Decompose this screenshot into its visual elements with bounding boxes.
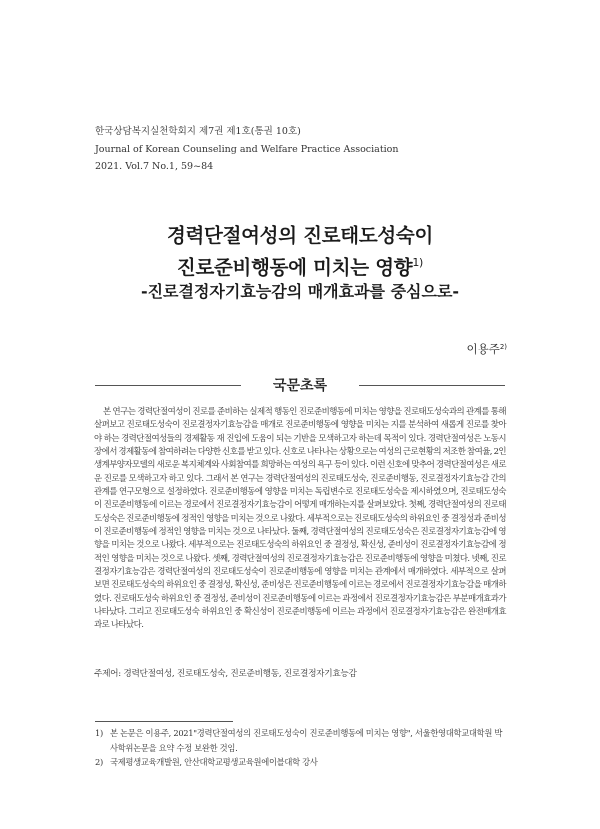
journal-title-korean: 한국상담복지실천학회지 제7권 제1호(통권 10호)	[95, 126, 301, 137]
title-line-1: 경력단절여성의 진로태도성숙이	[166, 224, 433, 247]
abstract-heading-label: 국문초록	[272, 378, 328, 394]
footnote-1-number: 1)	[95, 728, 103, 738]
title-footnote-marker: 1)	[412, 256, 424, 269]
footnotes	[95, 726, 505, 770]
author-name: 이용주	[466, 342, 500, 356]
keywords: 주제어: 경력단절여성, 진로태도성숙, 진로준비행동, 진로결정자기효능감	[94, 669, 357, 679]
title-line-2-text: 진로준비행동에 미치는 영향	[176, 256, 413, 279]
abstract-heading-rule-right	[359, 385, 505, 386]
footnote-2	[95, 755, 505, 770]
author-footnote-marker: 2)	[499, 343, 507, 351]
footnote-2-number: 2)	[95, 757, 103, 767]
journal-header	[95, 123, 399, 176]
footnote-divider	[95, 721, 233, 722]
journal-citation: 2021. Vol.7 No.1, 59~84	[95, 161, 214, 172]
abstract-body: 본 연구는 경력단절여성이 진로를 준비하는 실제적 행동인 진로준비행동에 미치는 영향을 진로태도성숙과의 관계를 통해 살펴보고 진로태도성숙이 진로결정자기효능감을 매개로 진로준비행동에 영향을 미치는 지를 분석하여 새롭게 진로를 찾아야 하는 경력단절여성들의 경제활동 재 진입에 도움이 되는 기반을 모색하고자 하는데 목적이 있다. 경력단절여성은 노동시장에서 경제활동에 참여하려는 다양한 신호를 받고 있다. 신호로 나타나는 상황으로는 여성의 근로현황의 저조한 참여율, 2인생계부양자모델의 새로운 복지체계와 사회참여를 희망하는 여성의 욕구 등이 있다. 이런 신호에 맞추어 경력단절여성은 새로운 진로를 모색하고자 하고 있다. 그래서 본 연구는 경력단절여성의 진로태도성숙, 진로준비행동, 진로결정자기효능감 간의 관계를 연구모형으로 설정하였다. 진로준비행동에 영향을 미치는 독립변수로 진로태도성숙을 제시하였으며, 진로태도성숙이 진로준비행동에 이르는 경로에서 진로결정자기효능감이 어떻게 매개하는지를 살펴보았다. 첫째, 경력단절여성의 진로태도성숙은 진로준비행동에 정적인 영향을 미치는 것으로 나왔다. 세부적으로는 진로태도성숙의 하위요인 중 결정성과 준비성이 진로준비행동에 정적인 영향을 미치는 것으로 나타났다. 둘째, 경력단절여성의 진로태도성숙은 진로결정자기효능감에 영향을 미치는 것으로 나왔다. 세부적으로는 진로태도성숙의 하위요인 중 결정성, 확신성, 준비성이 진로결정자기효능감에 정적인 영향을 미치는 것으로 나왔다. 셋째, 경력단절여성의 진로결정자기효능감은 진로준비행동에 영향을 미쳤다. 넷째, 진로결정자기효능감은 경력단절여성의 진로태도성숙이 진로준비행동에 영향을 미치는 관계에서 매개하였다. 세부적으로 살펴보면 진로태도성숙의 하위요인 중 결정성, 확신성, 준비성은 진로준비행동에 이르는 경로에서 진로결정자기효능감을 매개하였다. 진로태도성숙 하위요인 중 결정성, 준비성이 진로준비행동에 이르는 과정에서 진로결정자기효능감은 부분매개효과가 나타났다. 그리고 진로태도성숙 하위요인 중 확신성이 진로준비행동에 이르는 과정에서 진로결정자기효능감은 완전매개효과로 나타났다.	[94, 406, 506, 630]
abstract-heading	[95, 375, 505, 395]
footnote-1-text: 본 논문은 이용주, 2021"경력단절여성의 진로태도성숙이 진로준비행동에 미치는 영향", 서울한영대학교대학원 박사학위논문을 요약 수정 보완한 것임.	[110, 728, 503, 753]
footnote-2-text: 국제평생교육개발원, 안산대학교평생교육원에이블대학 강사	[110, 757, 318, 767]
author	[466, 341, 507, 357]
footnote-1	[95, 726, 505, 755]
journal-title-english: Journal of Korean Counseling and Welfare Practice Association	[95, 143, 399, 155]
paper-title	[0, 222, 600, 303]
title-line-2	[0, 249, 600, 281]
paper-subtitle: -진로결정자기효능감의 매개효과를 중심으로-	[140, 282, 460, 301]
